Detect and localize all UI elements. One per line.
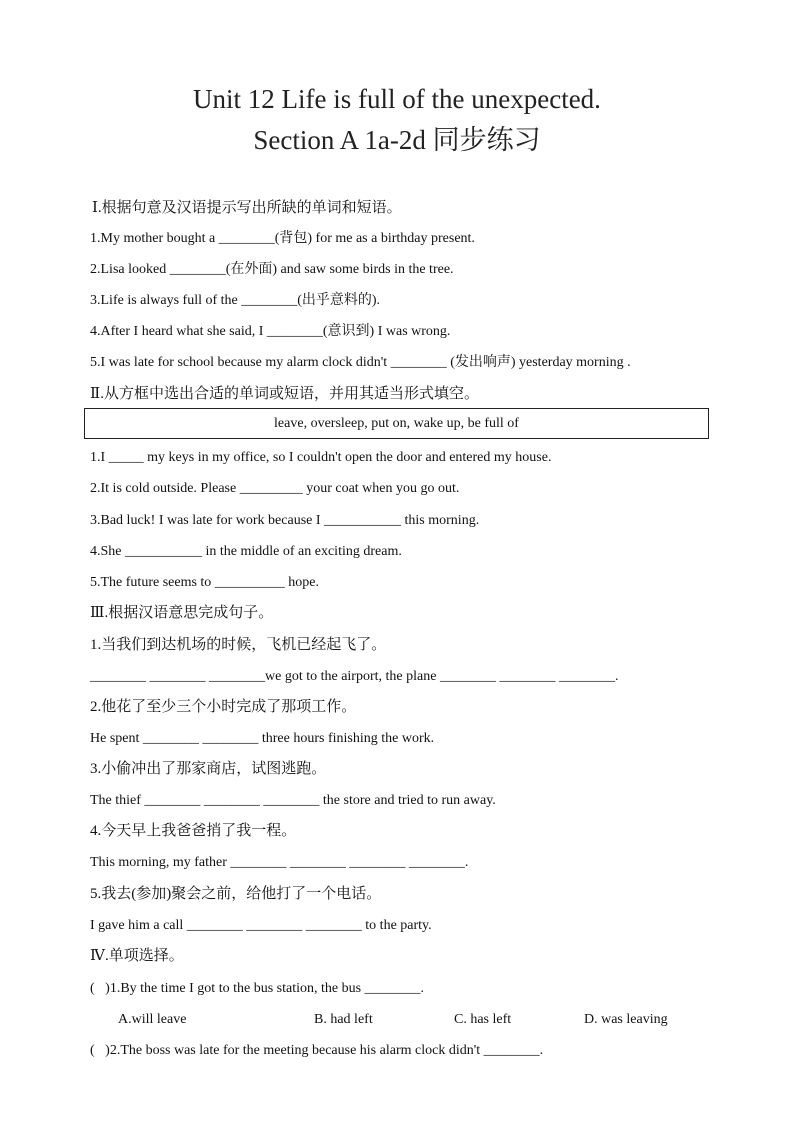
question-1-option-a: A.will leave	[118, 1012, 187, 1027]
section-2-item-5: 5.The future seems to __________ hope.	[90, 575, 320, 590]
section-3-item-4-cn: 4.今天早上我爸爸捎了我一程。	[90, 823, 297, 839]
question-1-option-d: D. was leaving	[584, 1012, 668, 1027]
page-subtitle: Section A 1a-2d 同步练习	[253, 125, 541, 155]
section-2-item-4: 4.She ___________ in the middle of an exciting dream.	[90, 544, 402, 559]
section-3-heading: Ⅲ.根据汉语意思完成句子。	[90, 605, 274, 621]
section-1-item-2: 2.Lisa looked ________(在外面) and saw some birds in the tree.	[90, 262, 454, 277]
question-2-stem: ( )2.The boss was late for the meeting because his alarm clock didn't ________.	[90, 1043, 544, 1058]
section-1-heading: Ⅰ.根据句意及汉语提示写出所缺的单词和短语。	[92, 200, 402, 216]
section-3-item-3-en: The thief ________ ________ ________ the store and tried to run away.	[90, 793, 496, 808]
section-3-item-2-cn: 2.他花了至少三个小时完成了那项工作。	[90, 699, 357, 715]
section-1-item-5: 5.I was late for school because my alarm clock didn't ________ (发出响声) yesterday morning .	[90, 355, 631, 370]
section-2-item-3: 3.Bad luck! I was late for work because I ___________ this morning.	[90, 513, 480, 528]
question-1-option-b: B. had left	[314, 1012, 373, 1027]
section-1-item-3: 3.Life is always full of the ________(出乎意料的).	[90, 293, 381, 308]
section-3-item-1-en: ________ ________ ________we got to the airport, the plane ________ ________ ________.	[90, 669, 619, 684]
section-2-item-2: 2.It is cold outside. Please _________ your coat when you go out.	[90, 481, 460, 496]
section-3-item-5-en: I gave him a call ________ ________ ________ to the party.	[90, 918, 432, 933]
word-box-text: leave, oversleep, put on, wake up, be full of	[274, 416, 519, 431]
section-3-item-3-cn: 3.小偷冲出了那家商店，试图逃跑。	[90, 761, 327, 777]
page-title: Unit 12 Life is full of the unexpected.	[193, 84, 601, 114]
section-1-item-1: 1.My mother bought a ________(背包) for me as a birthday present.	[90, 231, 475, 246]
section-1-item-4: 4.After I heard what she said, I ________(意识到) I was wrong.	[90, 324, 451, 339]
section-2-item-1: 1.I _____ my keys in my office, so I couldn't open the door and entered my house.	[90, 450, 552, 465]
question-1-option-c: C. has left	[454, 1012, 512, 1027]
section-3-item-5-cn: 5.我去(参加)聚会之前，给他打了一个电话。	[90, 886, 382, 902]
question-1-stem: ( )1.By the time I got to the bus station, the bus ________.	[90, 981, 425, 996]
section-3-item-1-cn: 1.当我们到达机场的时候，飞机已经起飞了。	[90, 637, 387, 653]
word-box	[84, 408, 709, 439]
section-3-item-4-en: This morning, my father ________ ________ ________ ________.	[90, 855, 469, 870]
section-4-heading: Ⅳ.单项选择。	[90, 948, 184, 964]
section-3-item-2-en: He spent ________ ________ three hours finishing the work.	[90, 731, 435, 746]
section-2-heading: Ⅱ.从方框中选出合适的单词或短语，并用其适当形式填空。	[90, 386, 479, 402]
